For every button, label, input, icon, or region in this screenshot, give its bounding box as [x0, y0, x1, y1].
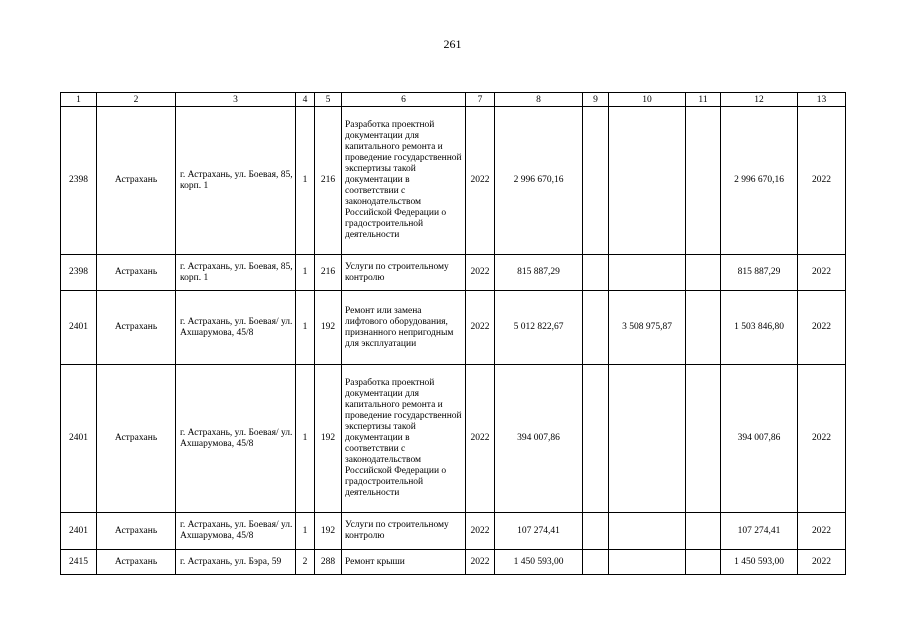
cell-10	[609, 513, 686, 550]
cell-5: 288	[315, 550, 342, 575]
end-year: 2022	[798, 550, 846, 575]
cell-4: 2	[296, 550, 315, 575]
cell-4: 1	[296, 291, 315, 365]
address: г. Астрахань, ул. Бэра, 59	[176, 550, 296, 575]
column-number: 3	[176, 93, 296, 107]
cell-10: 3 508 975,87	[609, 291, 686, 365]
cell-5: 192	[315, 513, 342, 550]
work-type: Разработка проектной документации для капитального ремонта и проведение государственной экспертизы такой документации в соответствии с законодательством Российской Федерации о градостроительной деятельности	[342, 107, 466, 255]
work-type: Разработка проектной документации для капитального ремонта и проведение государственной экспертизы такой документации в соответствии с законодательством Российской Федерации о градостроительной деятельности	[342, 365, 466, 513]
column-number: 1	[61, 93, 97, 107]
address: г. Астрахань, ул. Боевая/ ул. Ахшарумова, 45/8	[176, 365, 296, 513]
column-number: 7	[466, 93, 495, 107]
cell-11	[686, 291, 721, 365]
cell-12: 815 887,29	[721, 255, 798, 291]
table-row	[61, 550, 846, 575]
municipality: Астрахань	[97, 550, 176, 575]
record-id: 2401	[61, 291, 97, 365]
record-id: 2415	[61, 550, 97, 575]
record-id: 2398	[61, 255, 97, 291]
column-number-row	[61, 93, 846, 107]
cell-11	[686, 255, 721, 291]
cell-11	[686, 513, 721, 550]
cell-12: 1 450 593,00	[721, 550, 798, 575]
cell-4: 1	[296, 365, 315, 513]
page-number: 261	[443, 37, 462, 51]
address: г. Астрахань, ул. Боевая, 85, корп. 1	[176, 255, 296, 291]
work-type: Ремонт крыши	[342, 550, 466, 575]
cell-11	[686, 107, 721, 255]
table-row	[61, 513, 846, 550]
cell-4: 1	[296, 513, 315, 550]
column-number: 13	[798, 93, 846, 107]
record-id: 2401	[61, 365, 97, 513]
work-type: Услуги по строительному контролю	[342, 513, 466, 550]
address: г. Астрахань, ул. Боевая/ ул. Ахшарумова, 45/8	[176, 513, 296, 550]
cell-5: 216	[315, 255, 342, 291]
address: г. Астрахань, ул. Боевая/ ул. Ахшарумова, 45/8	[176, 291, 296, 365]
cell-12: 1 503 846,80	[721, 291, 798, 365]
column-number: 4	[296, 93, 315, 107]
column-number: 9	[583, 93, 609, 107]
year: 2022	[466, 550, 495, 575]
end-year: 2022	[798, 513, 846, 550]
cell-9	[583, 513, 609, 550]
cell-10	[609, 107, 686, 255]
end-year: 2022	[798, 291, 846, 365]
total-cost: 2 996 670,16	[495, 107, 583, 255]
cell-5: 192	[315, 365, 342, 513]
record-id: 2398	[61, 107, 97, 255]
cell-9	[583, 365, 609, 513]
table-row	[61, 365, 846, 513]
register-table	[60, 92, 846, 575]
cell-10	[609, 255, 686, 291]
year: 2022	[466, 255, 495, 291]
column-number: 12	[721, 93, 798, 107]
cell-5: 216	[315, 107, 342, 255]
total-cost: 5 012 822,67	[495, 291, 583, 365]
end-year: 2022	[798, 255, 846, 291]
column-number: 8	[495, 93, 583, 107]
work-type: Ремонт или замена лифтового оборудования, признанного непригодным для эксплуатации	[342, 291, 466, 365]
end-year: 2022	[798, 365, 846, 513]
total-cost: 815 887,29	[495, 255, 583, 291]
column-number: 10	[609, 93, 686, 107]
municipality: Астрахань	[97, 513, 176, 550]
column-number: 2	[97, 93, 176, 107]
cell-10	[609, 365, 686, 513]
year: 2022	[466, 365, 495, 513]
address: г. Астрахань, ул. Боевая, 85, корп. 1	[176, 107, 296, 255]
year: 2022	[466, 291, 495, 365]
column-number: 11	[686, 93, 721, 107]
cell-11	[686, 550, 721, 575]
cell-9	[583, 291, 609, 365]
cell-4: 1	[296, 255, 315, 291]
table-row	[61, 107, 846, 255]
cell-12: 2 996 670,16	[721, 107, 798, 255]
cell-12: 394 007,86	[721, 365, 798, 513]
cell-5: 192	[315, 291, 342, 365]
municipality: Астрахань	[97, 291, 176, 365]
column-number: 6	[342, 93, 466, 107]
total-cost: 394 007,86	[495, 365, 583, 513]
column-number: 5	[315, 93, 342, 107]
table-row	[61, 291, 846, 365]
work-type: Услуги по строительному контролю	[342, 255, 466, 291]
municipality: Астрахань	[97, 255, 176, 291]
total-cost: 1 450 593,00	[495, 550, 583, 575]
end-year: 2022	[798, 107, 846, 255]
cell-4: 1	[296, 107, 315, 255]
cell-11	[686, 365, 721, 513]
municipality: Астрахань	[97, 107, 176, 255]
total-cost: 107 274,41	[495, 513, 583, 550]
municipality: Астрахань	[97, 365, 176, 513]
cell-9	[583, 107, 609, 255]
table-row	[61, 255, 846, 291]
cell-9	[583, 550, 609, 575]
year: 2022	[466, 513, 495, 550]
cell-10	[609, 550, 686, 575]
year: 2022	[466, 107, 495, 255]
cell-12: 107 274,41	[721, 513, 798, 550]
record-id: 2401	[61, 513, 97, 550]
cell-9	[583, 255, 609, 291]
